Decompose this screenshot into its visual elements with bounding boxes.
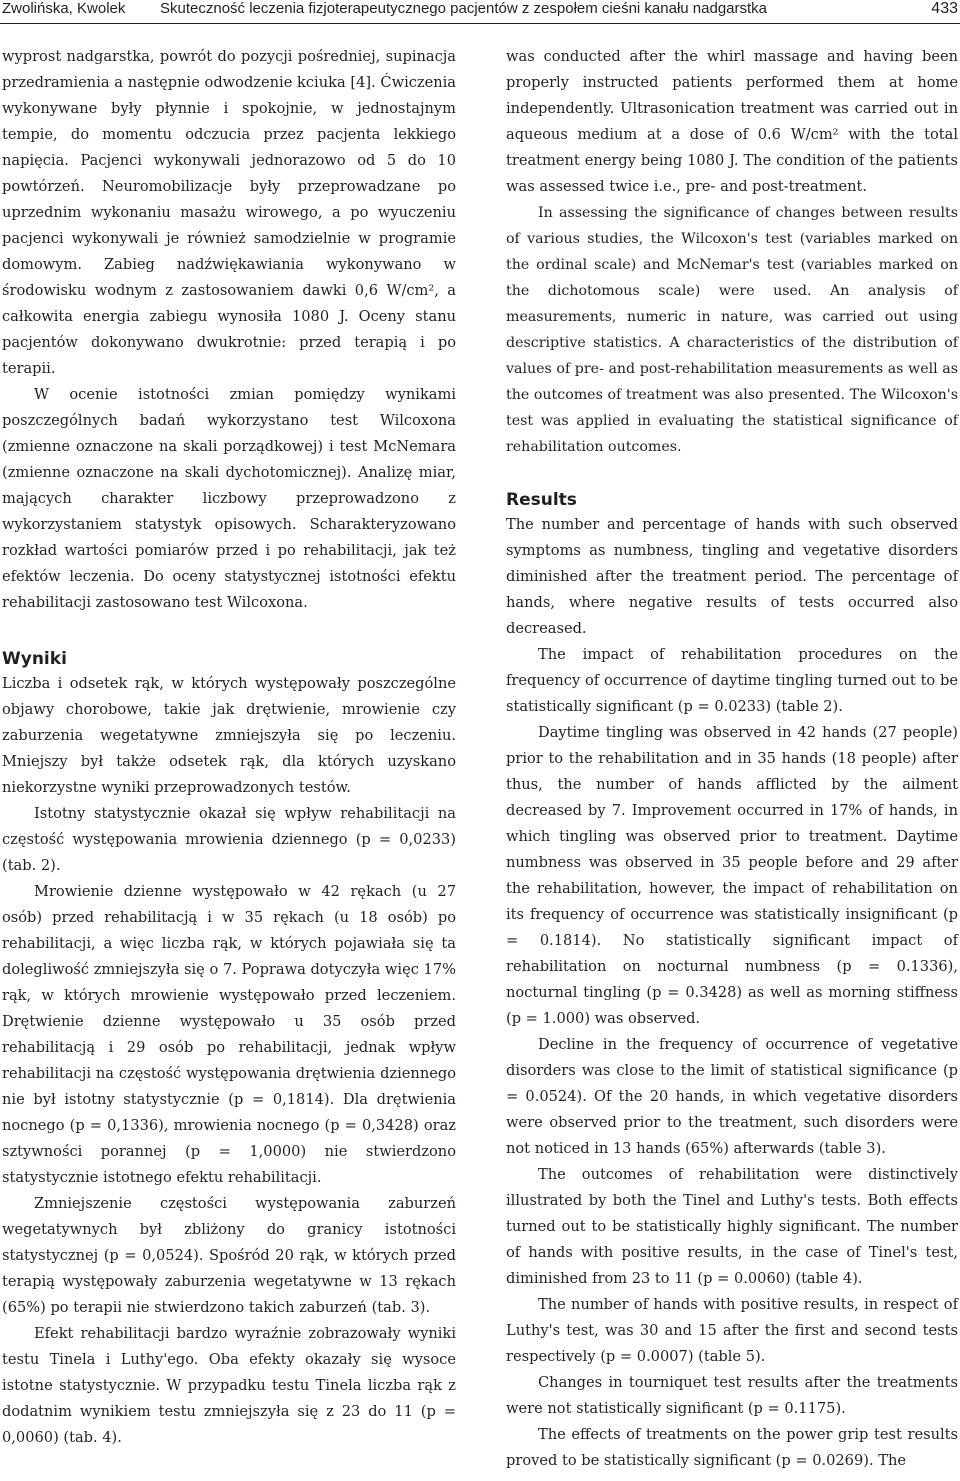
left-paragraph-2: W ocenie istotności zmian pomiędzy wynikami poszczególnych badań wykorzystano test Wilcoxona (zmienne oznaczone na skali porządkowej) i test McNemara (zmienne oznaczone na skali dychotomicznej). Analizę miar, mających charakter liczbowy przeprowadzono z wykorzystaniem statystyk opisowych. Scharakteryzowano rozkład wartości pomiarów przed i po rehabilitacji, jak też efektów leczenia. Do oceny statystycznej istotności efektu rehabilitacji zastosowano test Wilcoxona. (2, 386, 456, 611)
left-paragraph-6: Zmniejszenie częstości występowania zaburzeń wegetatywnych był zbliżony do granicy istotności statystycznej (p = 0,0524). Spośród 20 rąk, w których przed terapią występowały zaburzenia wegetatywne w 13 rękach (65%) po terapii nie stwierdzono takich zaburzeń (tab. 3). (2, 1195, 456, 1316)
right-column-top (506, 44, 958, 460)
right-paragraph-3: The number and percentage of hands with such observed symptoms as numbness, tingling and vegetative disorders diminished after the treatment period. The percentage of hands, where negative results of tests occurred also decreased. (506, 516, 958, 637)
header-authors: Zwolińska, Kwolek (2, 0, 126, 17)
left-paragraph-7: Efekt rehabilitacji bardzo wyraźnie zobrazowały wyniki testu Tinela i Luthy'ego. Oba efekty okazały się wysoce istotne statystycznie. W przypadku testu Tinela liczba rąk z dodatnim wynikiem testu zmniejszyła się z 23 do 11 (p = 0,0060) (tab. 4). (2, 1325, 456, 1446)
right-paragraph-10: The effects of treatments on the power grip test results proved to be statistically significant (p = 0.0269). The (506, 1426, 958, 1469)
left-column-bottom (2, 671, 456, 1451)
right-paragraph-8: The number of hands with positive results, in respect of Luthy's test, was 30 and 15 after the first and second tests respectively (p = 0.0007) (table 5). (506, 1296, 958, 1365)
section-heading-wyniki: Wyniki (2, 649, 67, 669)
right-paragraph-6: Decline in the frequency of occurrence of vegetative disorders was close to the limit of statistical significance (p = 0.0524). Of the 20 hands, in which vegetative disorders were observed prior to the treatment, such disorders were not noticed in 13 hands (65%) afterwards (table 3). (506, 1036, 958, 1157)
left-paragraph-1: wyprost nadgarstka, powrót do pozycji pośredniej, supinacja przedramienia a następnie odwodzenie kciuka [4]. Ćwiczenia wykonywane były płynnie i spokojnie, w jednostajnym tempie, do momentu odczucia przez pacjenta lekkiego napięcia. Pacjenci wykonywali jednorazowo od 5 do 10 powtórzeń. Neuromobilizacje były przeprowadzane po uprzednim wykonaniu masażu wirowego, a po wyuczeniu pacjenci wykonywali je również samodzielnie w programie domowym. Zabieg nadźwiękawiania wykonywano w środowisku wodnym z zastosowaniem dawki 0,6 W/cm², a całkowita energia zabiegu wynosiła 1080 J. Oceny stanu pacjentów dokonywano dwukrotnie: przed terapią i po terapii. (2, 48, 456, 377)
page-number: 433 (931, 0, 958, 17)
left-paragraph-4: Istotny statystycznie okazał się wpływ rehabilitacji na częstość występowania mrowienia dziennego (p = 0,0233) (tab. 2). (2, 805, 456, 874)
left-paragraph-3: Liczba i odsetek rąk, w których występowały poszczególne objawy chorobowe, takie jak drętwienie, mrowienie czy zaburzenia wegetatywne zmniejszyła się po leczeniu. Mniejszy był także odsetek rąk, dla których uzyskano niekorzystne wyniki przeprowadzonych testów. (2, 675, 456, 796)
right-paragraph-1: was conducted after the whirl massage and having been properly instructed patients performed them at home independently. Ultrasonication treatment was carried out in aqueous medium at a dose of 0.6 W/cm² with the total treatment energy being 1080 J. The condition of the patients was assessed twice i.e., pre- and post-treatment. (506, 48, 958, 195)
right-column-bottom (506, 512, 958, 1474)
right-paragraph-7: The outcomes of rehabilitation were distinctively illustrated by both the Tinel and Luthy's tests. Both effects turned out to be statistically highly significant. The number of hands with positive results, in the case of Tinel's test, diminished from 23 to 11 (p = 0.0060) (table 4). (506, 1166, 958, 1287)
header-rule (0, 23, 960, 24)
right-paragraph-4: The impact of rehabilitation procedures on the frequency of occurrence of daytime tingling turned out to be statistically significant (p = 0.0233) (table 2). (506, 646, 958, 715)
header-title: Skuteczność leczenia fizjoterapeutycznego pacjentów z zespołem cieśni kanału nadgarstka (160, 0, 768, 17)
section-heading-results: Results (506, 490, 577, 510)
right-paragraph-9: Changes in tourniquet test results after the treatments were not statistically significant (p = 0.1175). (506, 1374, 958, 1417)
right-paragraph-5: Daytime tingling was observed in 42 hands (27 people) prior to the rehabilitation and in 35 hands (18 people) after thus, the number of hands afflicted by the ailment decreased by 7. Improvement occurred in 17% of hands, in which tingling was observed prior to treatment. Daytime numbness was observed in 35 people before and 29 after the rehabilitation, however, the impact of rehabilitation on its frequency of occurrence was statistically insignificant (p = 0.1814). No statistically significant impact of rehabilitation on nocturnal numbness (p = 0.1336), nocturnal tingling (p = 0.3428) as well as morning stiffness (p = 1.000) was observed. (506, 724, 958, 1027)
left-paragraph-5: Mrowienie dzienne występowało w 42 rękach (u 27 osób) przed rehabilitacją i w 35 rękach (u 18 osób) po rehabilitacji, a więc liczba rąk, w których pojawiała się ta dolegliwość zmniejszyła się o 7. Poprawa dotyczyła więc 17% rąk, w których mrowienie występowało przed leczeniem. Drętwienie dzienne występowało u 35 osób przed rehabilitacją i 29 osób po rehabilitacji, jednak wpływ rehabilitacji na częstość występowania drętwienia dziennego nie był istotny statystycznie (p = 0,1814). Dla drętwienia nocnego (p = 0,1336), mrowienia nocnego (p = 0,3428) oraz sztywności porannej (p = 1,0000) nie stwierdzono statystycznie istotnego efektu rehabilitacji. (2, 883, 456, 1186)
right-paragraph-2: In assessing the significance of changes between results of various studies, the Wilcoxon's test (variables marked on the ordinal scale) and McNemar's test (variables marked on the dichotomous scale) were used. An analysis of measurements, numeric in nature, was carried out using descriptive statistics. A characteristics of the distribution of values of pre- and post-rehabilitation measurements as well as the outcomes of treatment was also presented. The Wilcoxon's test was applied in evaluating the statistical significance of rehabilitation outcomes. (506, 205, 958, 455)
left-column-top (2, 44, 456, 616)
